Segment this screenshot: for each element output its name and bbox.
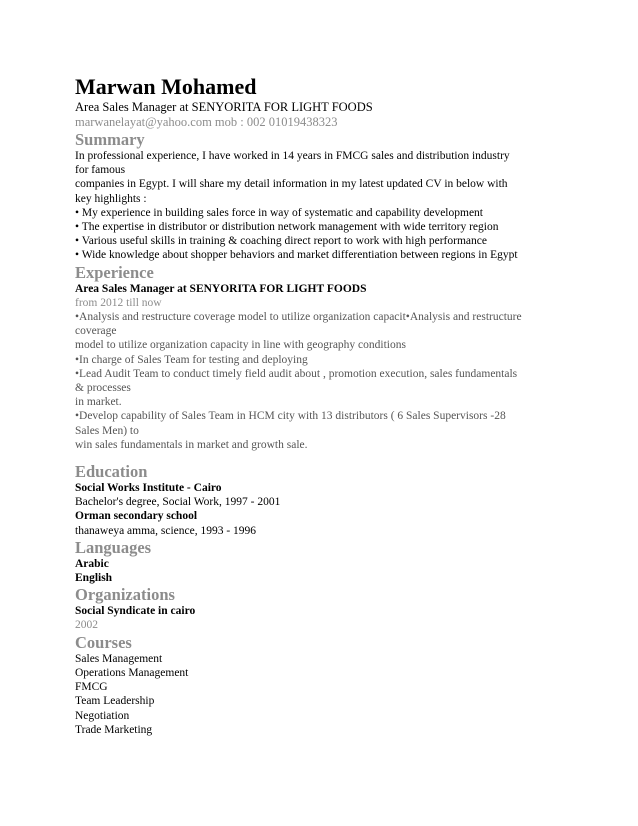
organization-year: 2002 <box>75 619 98 632</box>
experience-line: •Develop capability of Sales Team in HCM city with 13 distributors ( 6 Sales Supervisors -28 <box>75 410 506 423</box>
experience-line: coverage <box>75 325 117 338</box>
language-item: English <box>75 572 113 585</box>
candidate-name: Marwan Mohamed <box>75 74 257 99</box>
experience-line: in market. <box>75 396 122 409</box>
summary-line: key highlights : <box>75 192 147 205</box>
section-heading-organizations: Organizations <box>75 585 175 605</box>
language-item: Arabic <box>75 557 109 570</box>
summary-body <box>75 149 565 263</box>
candidate-headline: Area Sales Manager at SENYORITA FOR LIGHT FOODS <box>75 100 373 114</box>
section-heading-courses: Courses <box>75 632 132 652</box>
summary-line: • Wide knowledge about shopper behaviors and market differentiation between regions in Egypt <box>75 249 518 262</box>
section-heading-languages: Languages <box>75 537 152 557</box>
course-item: Sales Management <box>75 652 163 665</box>
course-item: Negotiation <box>75 709 130 722</box>
section-spacer <box>75 452 565 462</box>
section-heading-summary: Summary <box>75 130 145 149</box>
experience-body <box>75 310 565 452</box>
course-item: Team Leadership <box>75 695 155 708</box>
experience-line: •Lead Audit Team to conduct timely field audit about , promotion execution, sales fundamentals <box>75 367 518 380</box>
summary-line: companies in Egypt. I will share my detail information in my latest updated CV in below with <box>75 178 508 191</box>
experience-line: & processes <box>75 382 131 395</box>
experience-line: •Analysis and restructure coverage model to utilize organization capacit•Analysis and restructure <box>75 311 522 324</box>
summary-line: for famous <box>75 164 126 177</box>
experience-line: model to utilize organization capacity in line with geography conditions <box>75 339 406 352</box>
summary-line: In professional experience, I have worked in 14 years in FMCG sales and distribution industry <box>75 150 510 162</box>
resume-page <box>75 74 565 737</box>
school-name: Social Works Institute - Cairo <box>75 482 222 495</box>
summary-line: • Various useful skills in training & coaching direct report to work with high performance <box>75 235 487 248</box>
section-heading-education: Education <box>75 462 148 482</box>
experience-line: win sales fundamentals in market and growth sale. <box>75 438 308 451</box>
section-heading-experience: Experience <box>75 262 154 282</box>
course-item: Operations Management <box>75 666 189 679</box>
school-name: Orman secondary school <box>75 510 198 523</box>
experience-line: Sales Men) to <box>75 424 139 437</box>
course-item: FMCG <box>75 681 108 694</box>
job-period: from 2012 till now <box>75 296 162 309</box>
contact-info: marwanelayat@yahoo.com mob : 002 01019438323 <box>75 115 338 129</box>
degree-detail: thanaweya amma, science, 1993 - 1996 <box>75 524 257 537</box>
course-item: Trade Marketing <box>75 723 153 736</box>
degree-detail: Bachelor's degree, Social Work, 1997 - 2001 <box>75 496 281 509</box>
organization-name: Social Syndicate in cairo <box>75 605 196 618</box>
summary-line: • My experience in building sales force in way of systematic and capability development <box>75 206 483 219</box>
job-title: Area Sales Manager at SENYORITA FOR LIGHT FOODS <box>75 282 367 295</box>
experience-line: •In charge of Sales Team for testing and deploying <box>75 353 308 366</box>
summary-line: • The expertise in distributor or distribution network management with wide territory region <box>75 221 499 234</box>
